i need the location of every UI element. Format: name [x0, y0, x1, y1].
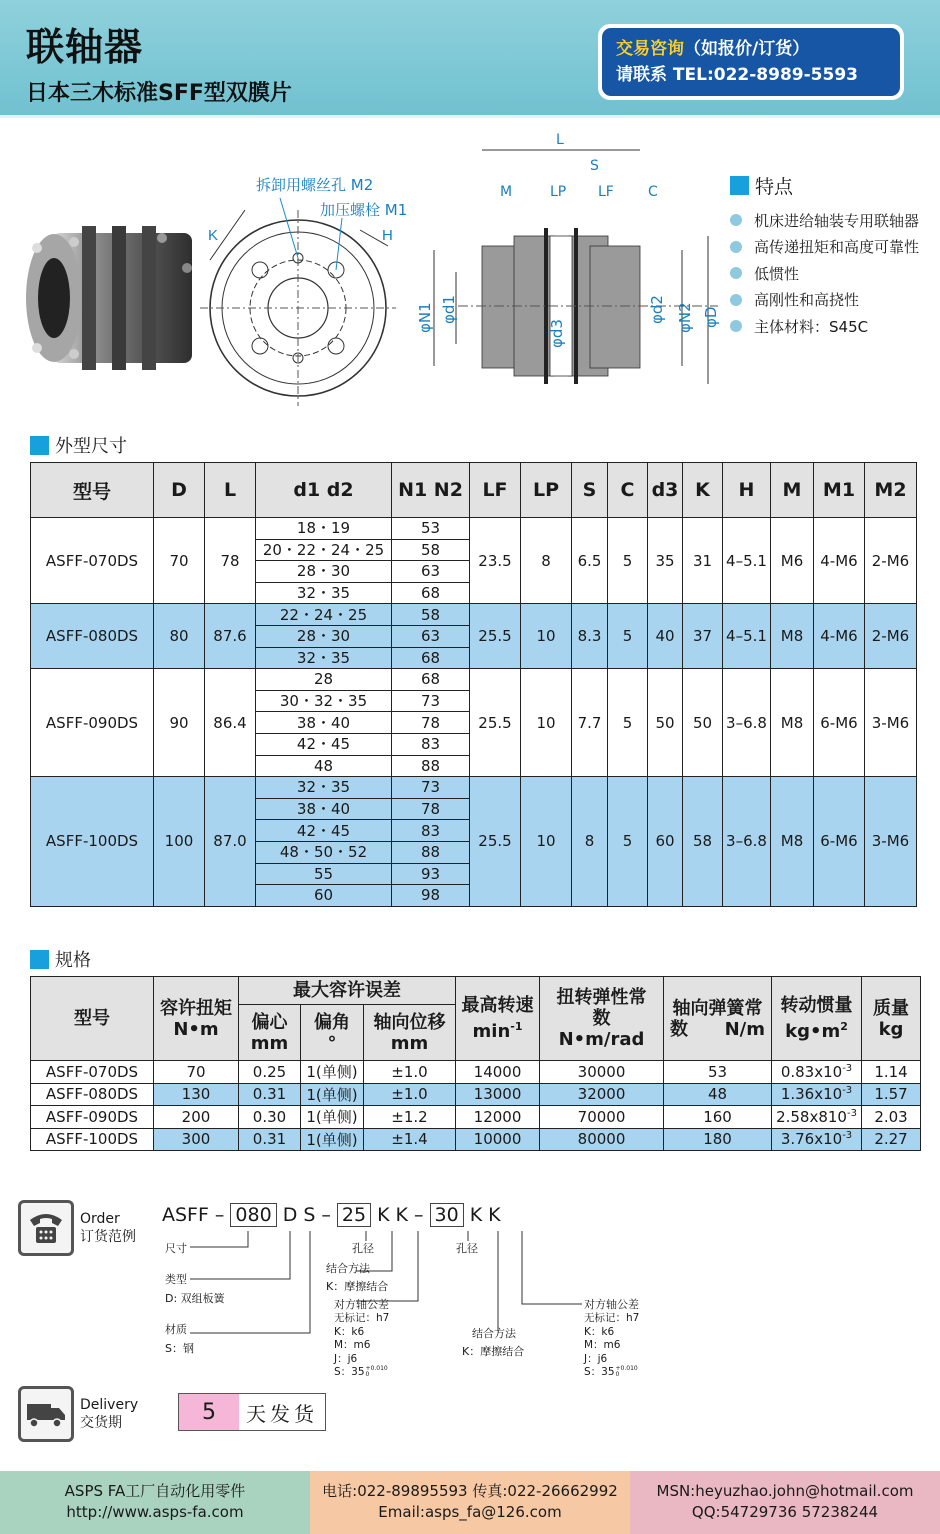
- dims-row: [31, 777, 917, 799]
- phone-icon: [18, 1200, 74, 1256]
- dims-cell-d: 80: [154, 604, 205, 669]
- order-bond-value: K：摩擦结合: [326, 1280, 389, 1293]
- contact-box: [598, 24, 904, 100]
- dims-cell-l: 87.6: [205, 604, 256, 669]
- order-bond2-value: K：摩擦结合: [462, 1345, 525, 1358]
- feature-item: 低惯性: [730, 260, 919, 287]
- spec-cell-inertia: $0.83x10^{-3}$: [772, 1061, 862, 1084]
- order-code-part: D: [282, 1204, 298, 1226]
- dims-col-header: S: [572, 463, 608, 518]
- label-m1: 加压螺栓 M1: [320, 201, 408, 219]
- dims-col-header: LP: [521, 463, 572, 518]
- dims-cell-k: 58: [683, 777, 723, 907]
- dims-col-header: H: [723, 463, 771, 518]
- order-type-value: D: 双组板簧: [165, 1292, 225, 1305]
- delivery-days-number: 5: [179, 1394, 239, 1430]
- spec-h-angle: 偏角 °: [301, 1005, 364, 1061]
- spec-cell-stiff: 30000: [540, 1061, 664, 1084]
- dims-cell-n: 73: [392, 690, 470, 712]
- order-bond-label: 结合方法: [326, 1262, 370, 1275]
- dims-cell-n: 58: [392, 604, 470, 626]
- dims-cell-bore: 55: [256, 863, 392, 885]
- features-panel: [730, 172, 919, 340]
- spec-cell-ecc: 0.30: [239, 1106, 301, 1129]
- delivery-block: [18, 1386, 138, 1442]
- dims-cell-l: 86.4: [205, 669, 256, 777]
- dims-col-header: LF: [470, 463, 521, 518]
- footer-contact: [310, 1471, 630, 1534]
- dims-cell-l: 87.0: [205, 777, 256, 907]
- spec-row: [31, 1106, 921, 1129]
- spec-cell-model: ASFF-100DS: [31, 1128, 154, 1151]
- dims-cell-m1: 6-M6: [814, 669, 865, 777]
- order-code-part: K: [377, 1204, 390, 1226]
- order-bore1-label: 孔径: [352, 1242, 374, 1255]
- spec-cell-ang: 1(单侧): [301, 1083, 364, 1106]
- dims-cell-bore: 32・35: [256, 647, 392, 669]
- page-subtitle: 日本三木标准SFF型双膜片: [26, 81, 292, 106]
- dims-cell-m2: 3-M6: [865, 777, 917, 907]
- dims-cell-lp: 10: [521, 604, 572, 669]
- dims-cell-h: 4–5.1: [723, 518, 771, 604]
- order-code-part: 080: [230, 1203, 276, 1227]
- dims-cell-n: 68: [392, 669, 470, 691]
- dims-cell-n: 88: [392, 841, 470, 863]
- spec-cell-spring: 48: [664, 1083, 772, 1106]
- dim-L: L: [556, 132, 564, 148]
- spec-h-mass: 质量 kg: [862, 977, 921, 1061]
- order-label-en: Order: [80, 1211, 120, 1227]
- dims-cell-lf: 25.5: [470, 604, 521, 669]
- dims-cell-bore: 30・32・35: [256, 690, 392, 712]
- spec-cell-speed: 10000: [456, 1128, 540, 1151]
- order-label-cn: 订货范例: [80, 1229, 136, 1245]
- dim-d3: φd3: [548, 319, 566, 348]
- dim-D: φD: [702, 306, 720, 328]
- order-material-label: 材质: [165, 1323, 187, 1336]
- spec-cell-spring: 53: [664, 1061, 772, 1084]
- spec-h-ecc: 偏心 mm: [239, 1005, 301, 1061]
- spec-cell-model: ASFF-070DS: [31, 1061, 154, 1084]
- spec-cell-axial: ±1.2: [364, 1106, 456, 1129]
- dims-cell-n: 93: [392, 863, 470, 885]
- tol-item: 无标记：h7: [334, 1312, 390, 1324]
- footer-email-link[interactable]: Email:asps_fa@126.com: [378, 1503, 562, 1521]
- spec-h-model: 型号: [31, 977, 154, 1061]
- footer-msn: MSN:heyuzhao.john@hotmail.com: [656, 1482, 914, 1500]
- dims-cell-lp: 10: [521, 669, 572, 777]
- dims-cell-n: 83: [392, 733, 470, 755]
- bullet-icon: [730, 294, 742, 306]
- bullet-icon: [730, 320, 742, 332]
- dims-col-header: N1 N2: [392, 463, 470, 518]
- dims-cell-d3: 40: [648, 604, 683, 669]
- spec-cell-torque: 300: [154, 1128, 239, 1151]
- spec-cell-mass: 2.03: [862, 1106, 921, 1129]
- spec-cell-torque: 70: [154, 1061, 239, 1084]
- dims-cell-lf: 25.5: [470, 669, 521, 777]
- spec-cell-inertia: $3.76x10^{-3}$: [772, 1128, 862, 1151]
- order-tol-label: 对方轴公差: [334, 1298, 389, 1311]
- order-type-label: 类型: [165, 1273, 187, 1286]
- spec-h-torque: 容许扭矩 N•m: [154, 977, 239, 1061]
- dims-cell-c: 5: [608, 777, 648, 907]
- dims-cell-s: 8: [572, 777, 608, 907]
- dims-cell-m2: 2-M6: [865, 604, 917, 669]
- dims-cell-bore: 38・40: [256, 798, 392, 820]
- dims-cell-d: 100: [154, 777, 205, 907]
- dims-cell-n: 68: [392, 582, 470, 604]
- contact-inquiry: 交易咨询: [616, 39, 684, 59]
- order-size-label: 尺寸: [165, 1242, 187, 1255]
- dims-cell-c: 5: [608, 518, 648, 604]
- dims-cell-bore: 28・30: [256, 625, 392, 647]
- dims-cell-n: 88: [392, 755, 470, 777]
- dims-col-header: M: [771, 463, 814, 518]
- truck-icon: [18, 1386, 74, 1442]
- spec-h-speed: 最高转速 $\min^{-1}$: [456, 977, 540, 1061]
- spec-cell-torque: 200: [154, 1106, 239, 1129]
- bullet-icon: [730, 267, 742, 279]
- dims-cell-n: 63: [392, 625, 470, 647]
- delivery-label-cn: 交货期: [80, 1415, 122, 1431]
- spec-cell-mass: 2.27: [862, 1128, 921, 1151]
- order-material-value: S：钢: [165, 1342, 194, 1355]
- feature-item: 高传递扭矩和高度可靠性: [730, 234, 919, 261]
- dims-cell-model: ASFF-090DS: [31, 669, 154, 777]
- dims-cell-h: 3–6.8: [723, 777, 771, 907]
- order-code: [162, 1203, 507, 1227]
- dim-C: C: [648, 184, 658, 200]
- spec-cell-mass: 1.14: [862, 1061, 921, 1084]
- bullet-icon: [730, 241, 742, 253]
- spec-cell-axial: ±1.0: [364, 1083, 456, 1106]
- delivery-days-box: [178, 1393, 326, 1431]
- section-view-drawing: [418, 128, 728, 398]
- section-marker-icon: [30, 950, 49, 969]
- footer-company: [0, 1471, 310, 1534]
- dims-cell-m: M8: [771, 669, 814, 777]
- order-tol-list: [334, 1312, 389, 1380]
- order-tol2-label: 对方轴公差: [584, 1298, 639, 1311]
- dims-cell-bore: 28・30: [256, 561, 392, 583]
- dims-cell-c: 5: [608, 604, 648, 669]
- dims-cell-n: 73: [392, 777, 470, 799]
- order-code-part: K: [488, 1204, 501, 1226]
- dims-cell-lp: 10: [521, 777, 572, 907]
- dims-cell-d3: 60: [648, 777, 683, 907]
- dim-k-label: K: [208, 227, 219, 244]
- dims-col-header: D: [154, 463, 205, 518]
- spec-cell-mass: 1.57: [862, 1083, 921, 1106]
- delivery-days-text: 天发货: [246, 1401, 318, 1426]
- dims-section-title: 外型尺寸: [30, 432, 127, 458]
- feature-item: 机床进给轴装专用联轴器: [730, 207, 919, 234]
- dims-cell-s: 8.3: [572, 604, 608, 669]
- dims-cell-model: ASFF-080DS: [31, 604, 154, 669]
- dimensions-table: [30, 462, 917, 907]
- dims-col-header: 型号: [31, 463, 154, 518]
- spec-row: [31, 1083, 921, 1106]
- tol-item: S：35 +0.010 0: [584, 1365, 638, 1378]
- dims-col-header: M2: [865, 463, 917, 518]
- bullet-icon: [730, 214, 742, 226]
- footer-qq: QQ:54729736 57238244: [691, 1503, 879, 1521]
- order-code-part: –: [214, 1204, 225, 1226]
- dim-d2: φd2: [648, 295, 666, 324]
- dims-cell-bore: 48・50・52: [256, 841, 392, 863]
- dims-cell-d: 70: [154, 518, 205, 604]
- tol-item: M：m6: [584, 1339, 621, 1351]
- dims-cell-m2: 2-M6: [865, 518, 917, 604]
- order-code-part: 25: [337, 1203, 371, 1227]
- spec-cell-ang: 1(单侧): [301, 1061, 364, 1084]
- front-view-drawing: [190, 160, 430, 400]
- dims-cell-d: 90: [154, 669, 205, 777]
- dims-cell-bore: 38・40: [256, 712, 392, 734]
- dims-cell-d3: 50: [648, 669, 683, 777]
- order-code-part: S: [303, 1204, 316, 1226]
- dims-cell-k: 50: [683, 669, 723, 777]
- dim-N1: φN1: [416, 302, 434, 333]
- tol-item: M：m6: [334, 1339, 371, 1351]
- dims-cell-d3: 35: [648, 518, 683, 604]
- order-code-part: –: [414, 1204, 424, 1226]
- dim-S: S: [590, 158, 599, 174]
- dims-cell-bore: 20・22・24・25: [256, 539, 392, 561]
- tol-item: J：j6: [584, 1352, 608, 1365]
- spec-table: [30, 976, 921, 1151]
- dims-col-header: C: [608, 463, 648, 518]
- dims-cell-k: 31: [683, 518, 723, 604]
- dims-cell-lf: 25.5: [470, 777, 521, 907]
- footer-phone: 电话:022-89895593 传真:022-26662992: [322, 1482, 618, 1500]
- spec-cell-ecc: 0.31: [239, 1128, 301, 1151]
- dims-cell-n: 63: [392, 561, 470, 583]
- order-bore2-label: 孔径: [456, 1242, 478, 1255]
- dims-cell-m1: 4-M6: [814, 518, 865, 604]
- dims-cell-bore: 22・24・25: [256, 604, 392, 626]
- dims-cell-s: 7.7: [572, 669, 608, 777]
- spec-cell-ecc: 0.25: [239, 1061, 301, 1084]
- dims-row: [31, 604, 917, 626]
- section-marker-icon: [730, 176, 749, 195]
- dims-cell-bore: 32・35: [256, 777, 392, 799]
- dims-cell-bore: 42・45: [256, 733, 392, 755]
- spec-cell-inertia: $1.36x10^{-3}$: [772, 1083, 862, 1106]
- spec-h-maxerr: 最大容许误差: [239, 977, 456, 1005]
- spec-cell-ang: 1(单侧): [301, 1106, 364, 1129]
- dims-cell-lf: 23.5: [470, 518, 521, 604]
- dim-LP: LP: [550, 184, 567, 200]
- order-tol2-list: [584, 1312, 639, 1380]
- dim-LF: LF: [598, 184, 614, 200]
- spec-cell-spring: 160: [664, 1106, 772, 1129]
- dims-cell-h: 3–6.8: [723, 669, 771, 777]
- spec-h-inertia: 转动惯量 $kg•m^2$: [772, 977, 862, 1061]
- page-header: [0, 0, 940, 118]
- spec-cell-axial: ±1.0: [364, 1061, 456, 1084]
- dims-cell-m: M8: [771, 604, 814, 669]
- dims-cell-n: 58: [392, 539, 470, 561]
- feature-item: 高刚性和高挠性: [730, 287, 919, 314]
- spec-row: [31, 1128, 921, 1151]
- order-code-part: ASFF: [162, 1204, 209, 1226]
- tol-item: J：j6: [334, 1352, 358, 1365]
- spec-section-title: 规格: [30, 946, 91, 972]
- dims-cell-bore: 42・45: [256, 820, 392, 842]
- dims-cell-m1: 6-M6: [814, 777, 865, 907]
- dims-col-header: M1: [814, 463, 865, 518]
- features-title: 特点: [755, 176, 794, 198]
- dims-col-header: L: [205, 463, 256, 518]
- spec-cell-stiff: 80000: [540, 1128, 664, 1151]
- dims-cell-n: 98: [392, 885, 470, 907]
- dims-cell-s: 6.5: [572, 518, 608, 604]
- spec-cell-model: ASFF-090DS: [31, 1106, 154, 1129]
- tol-item: S：35 +0.010 0: [334, 1365, 388, 1378]
- label-m2: 拆卸用螺丝孔 M2: [256, 176, 374, 194]
- order-code-part: –: [321, 1204, 331, 1226]
- spec-cell-model: ASFF-080DS: [31, 1083, 154, 1106]
- dims-row: [31, 518, 917, 540]
- dims-cell-n: 78: [392, 798, 470, 820]
- spec-h-axial: 轴向位移 mm: [364, 1005, 456, 1061]
- dims-col-header: d1 d2: [256, 463, 392, 518]
- spec-cell-ang: 1(单侧): [301, 1128, 364, 1151]
- spec-cell-inertia: $2.58x810^{-3}$: [772, 1106, 862, 1129]
- dims-cell-n: 83: [392, 820, 470, 842]
- footer-company-name: ASPS FA工厂自动化用零件: [64, 1482, 246, 1500]
- dim-M: M: [500, 184, 513, 200]
- order-bond2-label: 结合方法: [472, 1327, 516, 1340]
- spec-row: [31, 1061, 921, 1084]
- dims-col-header: K: [683, 463, 723, 518]
- dims-cell-h: 4–5.1: [723, 604, 771, 669]
- dims-cell-model: ASFF-100DS: [31, 777, 154, 907]
- dims-cell-bore: 32・35: [256, 582, 392, 604]
- feature-item: 主体材料：S45C: [730, 313, 919, 340]
- dims-cell-k: 37: [683, 604, 723, 669]
- dims-cell-m2: 3-M6: [865, 669, 917, 777]
- spec-cell-stiff: 32000: [540, 1083, 664, 1106]
- dims-cell-n: 68: [392, 647, 470, 669]
- contact-inquiry-note: （如报价/订货）: [684, 39, 810, 59]
- contact-phone[interactable]: 请联系 TEL:022-8989-5593: [616, 65, 858, 85]
- spec-h-stiffness: 扭转弹性常 数 N•m/rad: [540, 977, 664, 1061]
- dim-h-label: H: [382, 227, 393, 244]
- spec-cell-speed: 12000: [456, 1106, 540, 1129]
- tol-item: 无标记：h7: [584, 1312, 640, 1324]
- dims-cell-n: 53: [392, 518, 470, 540]
- dims-cell-n: 78: [392, 712, 470, 734]
- spec-cell-speed: 13000: [456, 1083, 540, 1106]
- spec-cell-spring: 180: [664, 1128, 772, 1151]
- product-photo: [12, 208, 212, 388]
- dims-cell-bore: 48: [256, 755, 392, 777]
- dims-cell-bore: 18・19: [256, 518, 392, 540]
- page-title: 联轴器: [26, 25, 144, 69]
- delivery-label-en: Delivery: [80, 1397, 139, 1413]
- dims-cell-l: 78: [205, 518, 256, 604]
- spec-cell-torque: 130: [154, 1083, 239, 1106]
- spec-cell-stiff: 70000: [540, 1106, 664, 1129]
- dim-N2: φN2: [676, 302, 694, 333]
- tol-item: K：k6: [584, 1325, 615, 1338]
- footer-im: [630, 1471, 940, 1534]
- dims-cell-model: ASFF-070DS: [31, 518, 154, 604]
- dims-row: [31, 669, 917, 691]
- dims-cell-m1: 4-M6: [814, 604, 865, 669]
- footer-url-link[interactable]: http://www.asps-fa.com: [66, 1503, 244, 1521]
- dims-cell-bore: 28: [256, 669, 392, 691]
- order-code-part: K: [395, 1204, 409, 1226]
- order-example: [18, 1200, 136, 1256]
- dims-cell-bore: 60: [256, 885, 392, 907]
- tol-item: K：k6: [334, 1325, 365, 1338]
- dims-cell-m: M8: [771, 777, 814, 907]
- dims-col-header: d3: [648, 463, 683, 518]
- section-marker-icon: [30, 436, 49, 455]
- spec-cell-axial: ±1.4: [364, 1128, 456, 1151]
- dims-cell-m: M6: [771, 518, 814, 604]
- dim-d1: φd1: [440, 295, 458, 324]
- dims-cell-lp: 8: [521, 518, 572, 604]
- spec-h-spring: 轴向弹簧常 数 N/m: [664, 977, 772, 1061]
- spec-cell-speed: 14000: [456, 1061, 540, 1084]
- dims-cell-c: 5: [608, 669, 648, 777]
- order-code-part: K: [469, 1204, 483, 1226]
- order-code-part: 30: [430, 1203, 464, 1227]
- spec-cell-ecc: 0.31: [239, 1083, 301, 1106]
